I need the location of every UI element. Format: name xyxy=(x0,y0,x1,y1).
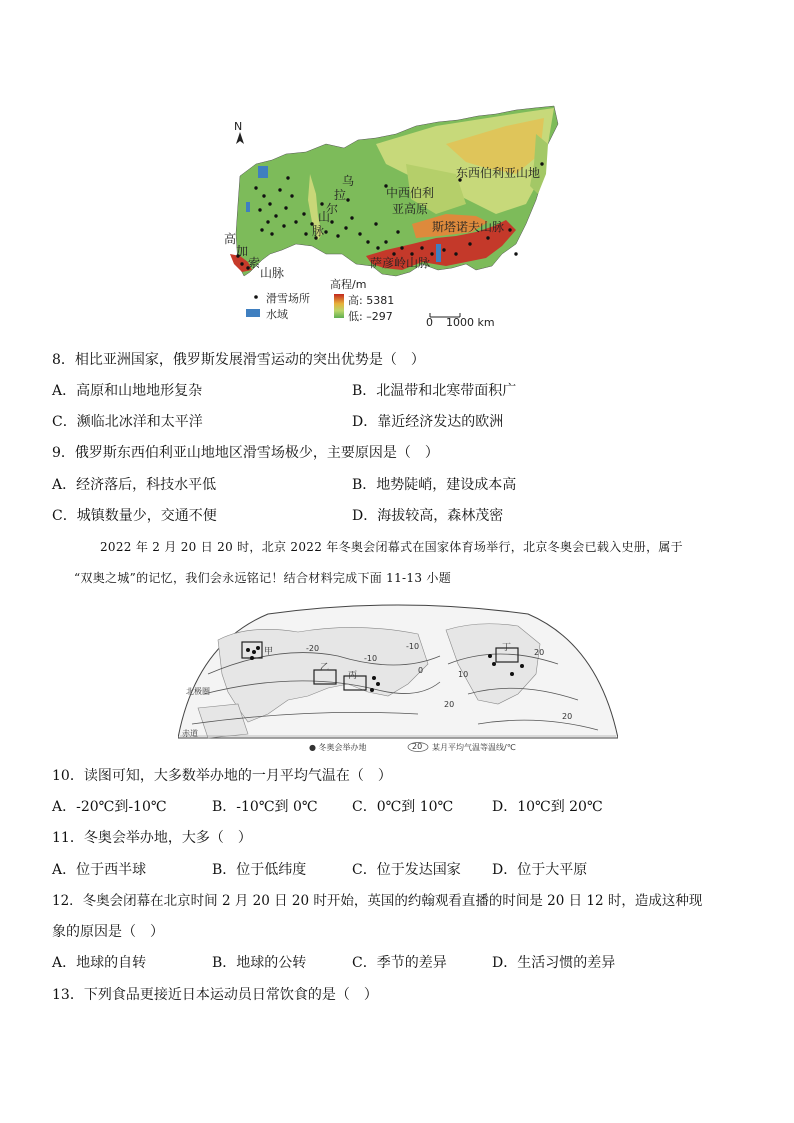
material-intro-line-2: “双奥之城”的记忆，我们会永远铭记！结合材料完成下面 11-13 小题 xyxy=(74,571,451,585)
question-8-option-d[interactable]: D．靠近经济发达的欧洲 xyxy=(352,414,504,430)
question-8-option-b[interactable]: B．北温带和北寒带面积广 xyxy=(352,383,517,399)
caucasus-label-2: 加 xyxy=(236,244,249,258)
question-8-option-c[interactable]: C．濒临北冰洋和太平洋 xyxy=(52,414,203,430)
east-siberia-mountains-label: 东西伯利亚山地 xyxy=(456,166,541,180)
ural-label-2: 拉 xyxy=(334,188,347,202)
isotherm-minus20-label: -20 xyxy=(306,644,320,653)
isotherm-legend-label: 某月平均气温等温线/℃ xyxy=(432,743,516,752)
russia-relief-map xyxy=(226,104,566,334)
question-10-option-d[interactable]: D．10℃到 20℃ xyxy=(492,799,603,815)
isotherm-0-label: 0 xyxy=(418,666,424,675)
isotherm-m10-label: -10 xyxy=(364,654,378,663)
isotherm-20c-label: 20 xyxy=(562,712,573,721)
stanovoy-label: 斯塔诺夫山脉 xyxy=(432,220,505,234)
question-11-option-c[interactable]: C．位于发达国家 xyxy=(352,862,461,878)
question-8-stem: 8．相比亚洲国家，俄罗斯发展滑雪运动的突出优势是（ ） xyxy=(52,352,425,368)
question-12-stem-line-1: 12．冬奥会闭幕在北京时间 2 月 20 日 20 时开始，英国的约翰观看直播的时间是 20 日 12 时，造成这种现 xyxy=(52,893,703,909)
caucasus-label-4: 山脉 xyxy=(260,266,285,280)
ural-label-1: 乌 xyxy=(342,174,355,188)
question-11-stem: 11．冬奥会举办地，大多（ ） xyxy=(52,830,252,846)
question-11-option-a[interactable]: A．位于西半球 xyxy=(52,862,147,878)
isotherm-map-graphic xyxy=(178,604,618,756)
ural-label-4: 山 xyxy=(318,210,331,224)
isotherm-20-label: 20 xyxy=(444,700,455,709)
elevation-high-label: 高: 5381 xyxy=(348,294,395,307)
question-9-option-c[interactable]: C．城镇数量少，交通不便 xyxy=(52,508,217,524)
arctic-circle-label: 北极圈 xyxy=(186,687,210,696)
scale-label: 1000 km xyxy=(446,316,495,329)
question-9-option-a[interactable]: A．经济落后，科技水平低 xyxy=(52,477,217,493)
question-9-stem: 9．俄罗斯东西伯利亚山地地区滑雪场极少，主要原因是（ ） xyxy=(52,445,439,461)
question-12-option-a[interactable]: A．地球的自转 xyxy=(52,955,147,971)
box-ding-label: 丁 xyxy=(502,643,512,653)
sayan-label: 萨彦岭山脉 xyxy=(370,256,431,270)
box-jia-label: 甲 xyxy=(264,647,274,657)
box-bing-label: 丙 xyxy=(348,671,358,681)
caucasus-label-3: 索 xyxy=(248,256,261,270)
question-12-option-d[interactable]: D．生活习惯的差异 xyxy=(492,955,616,971)
question-11-option-b[interactable]: B．位于低纬度 xyxy=(212,862,307,878)
question-12-option-c[interactable]: C．季节的差异 xyxy=(352,955,447,971)
isotherm-20b-label: 20 xyxy=(534,648,545,657)
caucasus-label-1: 高 xyxy=(224,232,237,246)
isotherm-10-label: 10 xyxy=(458,670,469,679)
ski-legend-label: 滑雪场所 xyxy=(266,292,310,305)
question-10-stem: 10．读图可知，大多数举办地的一月平均气温在（ ） xyxy=(52,768,392,784)
isotherm-minus10-label: -10 xyxy=(406,642,420,651)
north-label: N xyxy=(234,120,243,133)
question-10-option-c[interactable]: C．0℃到 10℃ xyxy=(352,799,454,815)
central-plateau-label-1: 中西伯利 xyxy=(386,186,435,200)
question-9-option-b[interactable]: B．地势陡峭，建设成本高 xyxy=(352,477,517,493)
question-11-option-d[interactable]: D．位于大平原 xyxy=(492,862,588,878)
question-12-stem-line-2: 象的原因是（ ） xyxy=(52,924,164,940)
winter-olympics-map xyxy=(178,604,618,756)
question-10-option-a[interactable]: A．-20℃到-10℃ xyxy=(52,799,167,815)
question-13-stem: 13．下列食品更接近日本运动员日常饮食的是（ ） xyxy=(52,987,378,1003)
north-arrow-icon xyxy=(236,132,244,144)
material-intro-line-1: 2022 年 2 月 20 日 20 时，北京 2022 年冬奥会闭幕式在国家体育场举行，北京冬奥会已载入史册，属于 xyxy=(100,540,683,554)
equator-label: 赤道 xyxy=(182,729,198,738)
question-10-option-b[interactable]: B．-10℃到 0℃ xyxy=(212,799,318,815)
isotherm-legend-number: 20 xyxy=(412,742,423,751)
scale-zero-label: 0 xyxy=(426,316,433,329)
question-9-option-d[interactable]: D．海拔较高，森林茂密 xyxy=(352,508,504,524)
box-yi-label: 乙 xyxy=(320,663,330,673)
elevation-low-label: 低: –297 xyxy=(348,310,393,323)
elevation-legend-title: 高程/m xyxy=(330,278,367,291)
question-12-option-b[interactable]: B．地球的公转 xyxy=(212,955,307,971)
ural-label-3: 尔 xyxy=(326,202,339,216)
host-legend-label: ● 冬奥会举办地 xyxy=(309,743,367,752)
water-legend-label: 水域 xyxy=(266,308,288,321)
ural-label-5: 脉 xyxy=(312,224,325,238)
question-8-option-a[interactable]: A．高原和山地地形复杂 xyxy=(52,383,203,399)
central-plateau-label-2: 亚高原 xyxy=(392,202,429,216)
